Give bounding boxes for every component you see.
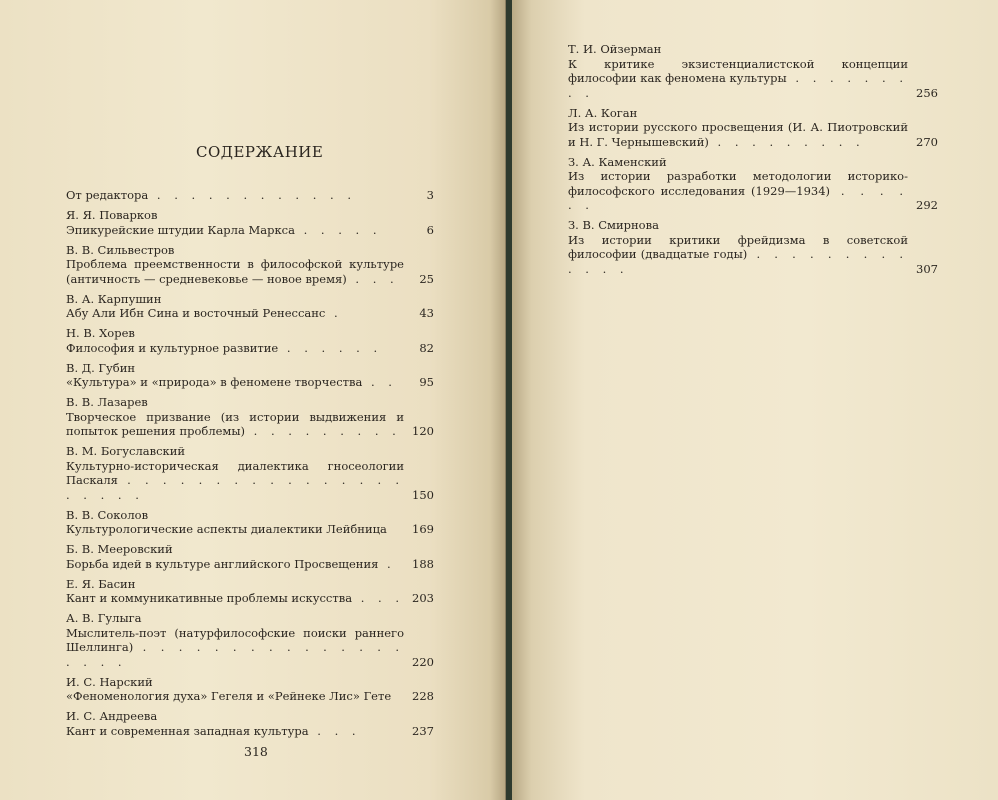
entry-page: 43: [419, 306, 434, 320]
toc-entry: [568, 106, 938, 150]
page-number: 318: [244, 744, 268, 759]
entry-page: 150: [412, 487, 434, 502]
entry-page: 307: [916, 261, 938, 276]
toc-entry: [568, 218, 938, 276]
toc-entry: [66, 444, 434, 502]
entry-title: Эпикурейские штудии Карла Маркса . . . . .: [66, 222, 382, 237]
entry-title: «Феноменология духа» Гегеля и «Рейнеке Лис» Гете: [66, 689, 392, 703]
dot-leader: . . . . . . . . . . . . . . . . . . .: [66, 640, 404, 669]
toc-entry: [66, 208, 434, 237]
entry-title: Борьба идей в культуре английского Просвещения .: [66, 556, 396, 571]
entry-author: В. В. Соколов: [66, 507, 149, 522]
entry-title: Из истории критики фрейдизма в советской философии (двадцатые годы) . . . . . . . . . . . . .: [568, 232, 908, 276]
dot-leader: . . . . . . . . .: [708, 134, 865, 149]
entry-author: З. В. Смирнова: [568, 218, 659, 232]
entry-title: «Культура» и «природа» в феномене творчества . .: [66, 375, 397, 389]
entry-author: В. В. Сильвестров: [66, 242, 175, 257]
dot-leader: .: [325, 306, 343, 320]
entry-author: Е. Я. Басин: [66, 576, 136, 591]
toc-entry: [66, 395, 434, 439]
entry-page: 82: [419, 340, 434, 355]
entry-page: 169: [412, 522, 434, 536]
entry-author: В. В. Лазарев: [66, 395, 148, 409]
entry-title: Проблема преемственности в философской культуре (античность — средневековье — новое время) . . .: [66, 257, 404, 286]
toc-entry: [568, 155, 938, 213]
toc-entry: [66, 675, 434, 704]
entry-author: Т. И. Ойзерман: [568, 42, 662, 56]
dot-leader: . .: [362, 375, 397, 389]
entry-page: 25: [419, 271, 434, 286]
dot-leader: . . . . . . . . . . . .: [148, 188, 356, 202]
entry-page: 228: [412, 689, 434, 703]
entry-author: Н. В. Хорев: [66, 326, 135, 340]
toc-left: [66, 188, 434, 744]
entry-author: Б. В. Мееровский: [66, 542, 173, 556]
entry-page: 292: [916, 198, 938, 212]
entry-title: Абу Али Ибн Сина и восточный Ренессанс .: [66, 306, 343, 320]
entry-author: В. М. Богуславский: [66, 444, 186, 458]
entry-page: 3: [426, 188, 434, 202]
entry-title: Культурно-историческая диалектика гносеологии Паскаля . . . . . . . . . . . . . . . . . . . . .: [66, 458, 404, 502]
toc-entry: [66, 326, 434, 355]
entry-author: Л. А. Коган: [568, 105, 638, 120]
entry-title: Философия и культурное развитие . . . . . .: [66, 340, 383, 355]
entry-author: З. А. Каменский: [568, 154, 667, 169]
entry-page: 270: [916, 134, 938, 149]
toc-entry: [66, 611, 434, 669]
entry-page: 237: [412, 723, 434, 738]
entry-page: 95: [419, 375, 434, 389]
toc-entry: [568, 42, 938, 100]
entry-title: От редактора . . . . . . . . . . . .: [66, 188, 356, 202]
entry-author: Я. Я. Поварков: [66, 208, 158, 222]
toc-entry: [66, 361, 434, 390]
contents-heading: СОДЕРЖАНИЕ: [196, 143, 324, 161]
entry-title: Мыслитель-поэт (натурфилософские поиски раннего Шеллинга) . . . . . . . . . . . . . . . . . . .: [66, 625, 404, 669]
toc-entry: [66, 542, 434, 571]
entry-page: 6: [426, 222, 434, 237]
entry-page: 256: [916, 85, 938, 100]
entry-page: 188: [412, 556, 434, 571]
dot-leader: . . . . . . . . .: [568, 71, 908, 100]
dot-leader: . . . . . . . . .: [245, 424, 401, 438]
entry-title: Из истории русского просвещения (И. А. Пиотровский и Н. Г. Чернышевский) . . . . . . . . .: [568, 120, 908, 149]
dot-leader: . . .: [308, 723, 361, 738]
entry-page: 120: [412, 424, 434, 438]
entry-title: Культурологические аспекты диалектики Лейбница: [66, 522, 387, 536]
dot-leader: . . . . . .: [278, 340, 383, 355]
toc-right: [568, 42, 938, 282]
dot-leader: . . . . .: [294, 222, 382, 237]
dot-leader: . . . . . .: [568, 183, 909, 212]
dot-leader: . . .: [346, 271, 399, 286]
dot-leader: . . . . . . . . . . . . . . . . . . . . .: [66, 473, 404, 502]
toc-entry: [66, 292, 434, 321]
dot-leader: . . . . . . . . . . . . .: [568, 247, 908, 276]
toc-entry: [66, 188, 434, 203]
entry-title: Кант и коммуникативные проблемы искусства . . .: [66, 591, 404, 605]
entry-title: К критике экзистенциалистской концепции философии как феномена культуры . . . . . . . . .: [568, 56, 908, 100]
toc-entry: [66, 577, 434, 606]
entry-title: Кант и современная западная культура . . .: [66, 723, 361, 738]
toc-entry: [66, 508, 434, 537]
entry-title: Из истории разработки методологии историко-философского исследования (1929—1934) . . . . . .: [568, 169, 909, 212]
entry-author: И. С. Андреева: [66, 709, 158, 723]
entry-title: Творческое призвание (из истории выдвижения и попыток решения проблемы) . . . . . . . . .: [66, 409, 404, 438]
entry-author: В. Д. Губин: [66, 360, 136, 375]
entry-author: А. В. Гулыга: [66, 611, 142, 625]
toc-entry: [66, 243, 434, 287]
entry-author: И. С. Нарский: [66, 674, 153, 689]
toc-entry: [66, 709, 434, 738]
dot-leader: . . .: [352, 591, 404, 605]
dot-leader: .: [378, 556, 396, 571]
entry-page: 220: [412, 654, 434, 669]
entry-page: 203: [412, 591, 434, 605]
entry-author: В. А. Карпушин: [66, 291, 162, 306]
